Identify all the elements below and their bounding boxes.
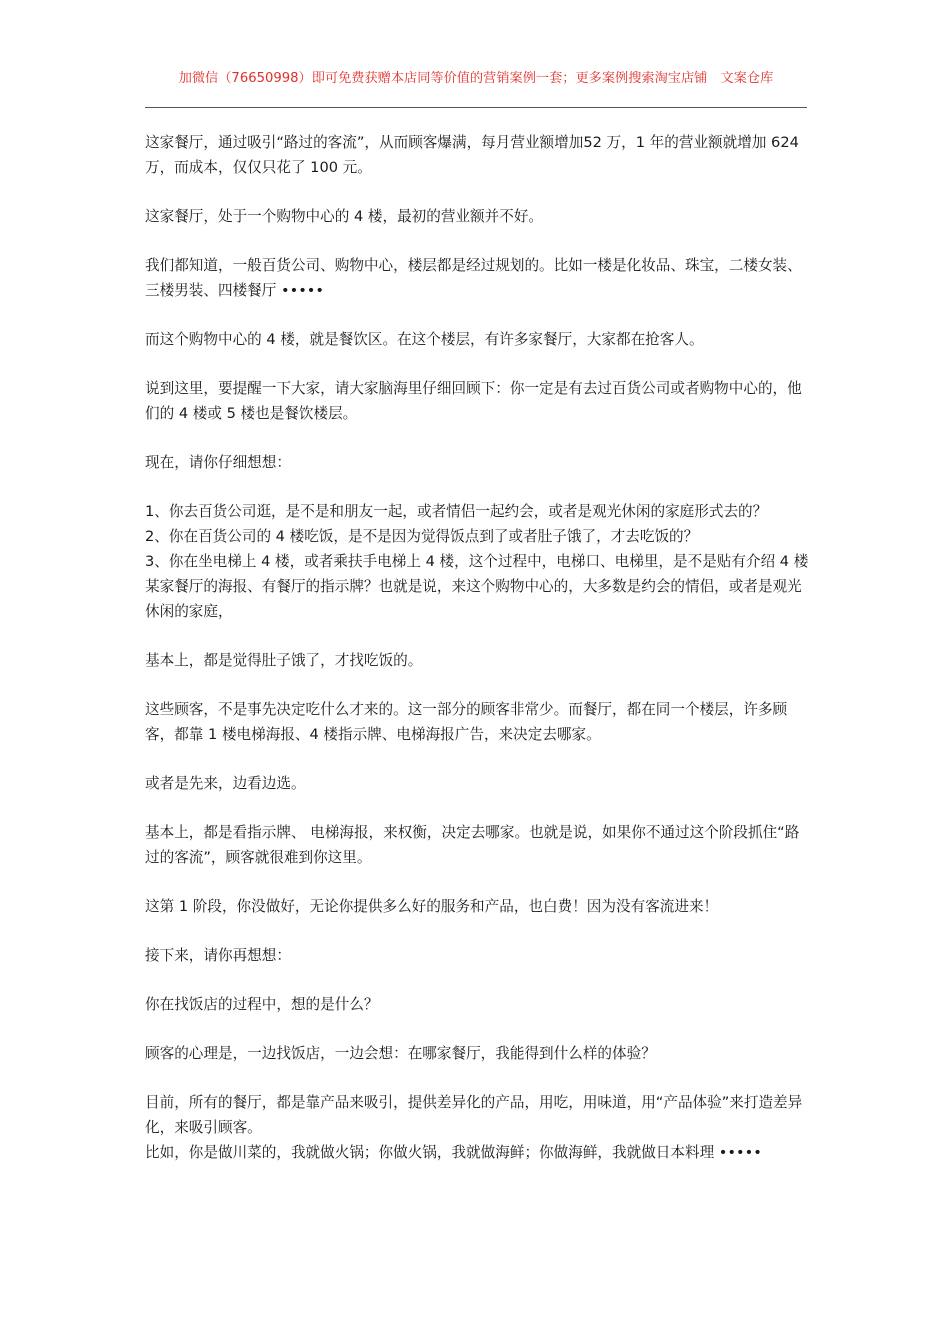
paragraph: 现在，请你仔细想想：: [145, 454, 291, 471]
paragraph: 这些顾客，不是事先决定吃什么才来的。这一部分的顾客非常少。而餐厅，都在同一个楼层，许多顾客，都靠 1 楼电梯海报、4 楼指示牌、电梯海报广告，来决定去哪家。: [145, 701, 788, 743]
header-divider: [145, 107, 807, 108]
paragraph: 说到这里，要提醒一下大家，请大家脑海里仔细回顾下：你一定是有去过百货公司或者购物中心的，他们的 4 楼或 5 楼也是餐饮楼层。: [145, 380, 802, 422]
paragraph: 基本上，都是觉得肚子饿了，才找吃饭的。: [145, 652, 423, 669]
paragraph: 你在找饭店的过程中，想的是什么？: [145, 996, 379, 1013]
paragraph: 而这个购物中心的 4 楼，就是餐饮区。在这个楼层，有许多家餐厅，大家都在抢客人。: [145, 331, 704, 348]
article-body: [145, 130, 810, 1189]
paragraph: 这第 1 阶段，你没做好，无论你提供多么好的服务和产品，也白费！因为没有客流进来！: [145, 898, 719, 915]
promo-header: 加微信（76650998）即可免费获赠本店同等价值的营销案例一套；更多案例搜索淘宝店铺 文案仓库: [178, 71, 774, 86]
paragraph: 目前，所有的餐厅，都是靠产品来吸引，提供差异化的产品，用吃，用味道，用“产品体验”来打造差异化，来吸引顾客。: [145, 1094, 803, 1136]
paragraph: 我们都知道，一般百货公司、购物中心，楼层都是经过规划的。比如一楼是化妆品、珠宝，二楼女装、三楼男装、四楼餐厅 •••••: [145, 257, 802, 299]
paragraph: 或者是先来，边看边选。: [145, 775, 306, 792]
paragraph: 基本上，都是看指示牌、 电梯海报，来权衡，决定去哪家。也就是说，如果你不通过这个阶段抓住“路过的客流”，顾客就很难到你这里。: [145, 824, 800, 866]
paragraph: 这家餐厅，通过吸引“路过的客流”，从而顾客爆满，每月营业额增加52 万，1 年的营业额就增加 624 万，而成本，仅仅只花了 100 元。: [145, 134, 799, 176]
list-item: 1、你去百货公司逛，是不是和朋友一起，或者情侣一起约会，或者是观光休闲的家庭形式去的？: [145, 503, 768, 520]
paragraph: 比如，你是做川菜的，我就做火锅；你做火锅，我就做海鲜；你做海鲜，我就做日本料理 •••••: [145, 1144, 762, 1161]
paragraph: 接下来，请你再想想：: [145, 947, 291, 964]
list-item: 3、你在坐电梯上 4 楼，或者乘扶手电梯上 4 楼，这个过程中，电梯口、电梯里，是不是贴有介绍 4 楼某家餐厅的海报、有餐厅的指示牌？也就是说，来这个购物中心的，大多数是约会的情侣，或者是观光休闲的家庭，: [145, 553, 809, 620]
list-item: 2、你在百货公司的 4 楼吃饭，是不是因为觉得饭点到了或者肚子饿了，才去吃饭的？: [145, 528, 699, 545]
paragraph: 顾客的心理是，一边找饭店，一边会想：在哪家餐厅，我能得到什么样的体验？: [145, 1045, 656, 1062]
paragraph: 这家餐厅，处于一个购物中心的 4 楼，最初的营业额并不好。: [145, 208, 544, 225]
